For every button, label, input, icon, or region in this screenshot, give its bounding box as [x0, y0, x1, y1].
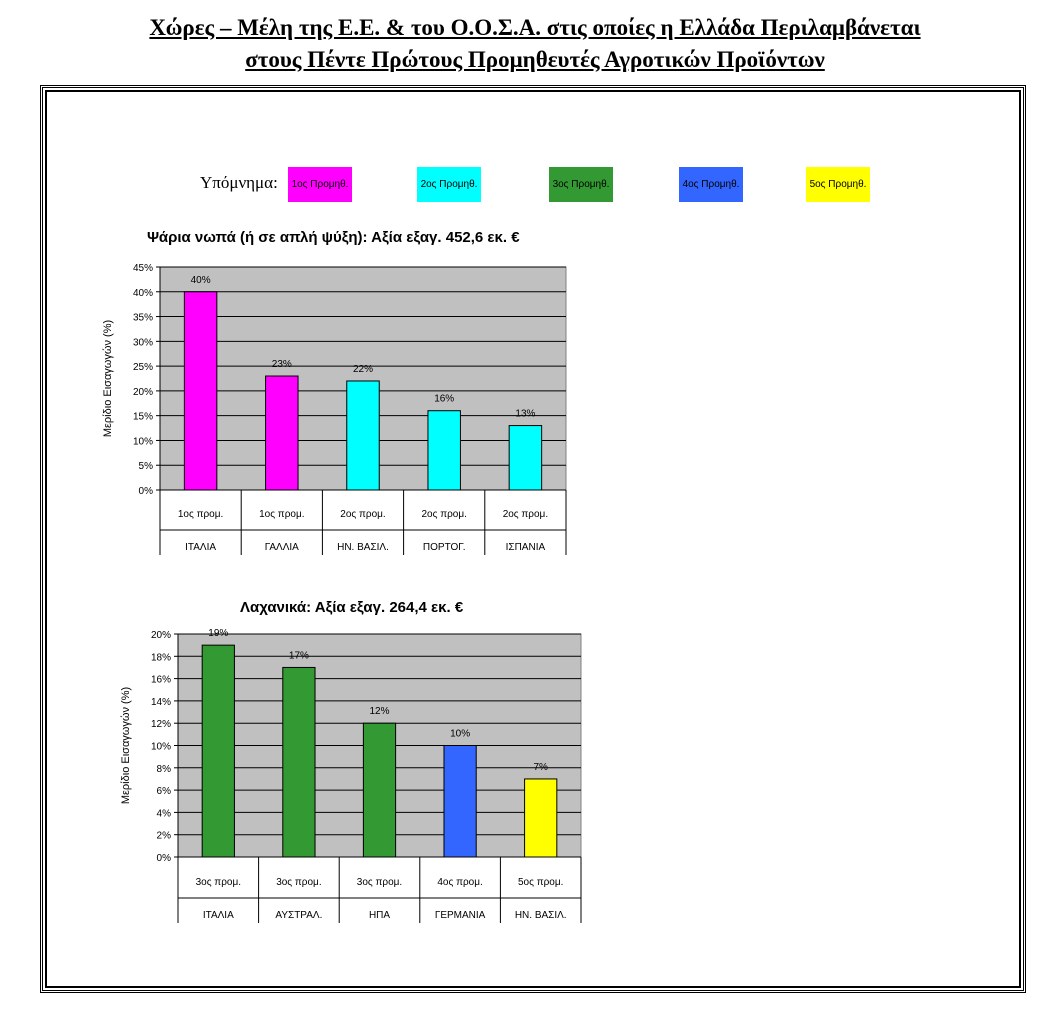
chart-2-bar: [525, 779, 557, 857]
chart-2-y-tick-label: 14%: [150, 696, 171, 708]
chart-2-y-tick-label: 8%: [156, 763, 171, 775]
chart-1-category-label: ΙΣΠΑΝΙΑ: [505, 542, 546, 553]
chart-2-y-tick-label: 18%: [150, 652, 171, 664]
chart-1-y-tick-label: 20%: [132, 386, 153, 398]
chart-2-y-tick-label: 20%: [150, 630, 171, 641]
chart-1-data-label: 13%: [515, 408, 536, 420]
chart-1-data-label: 23%: [271, 359, 292, 371]
chart-1-y-tick-label: 5%: [138, 461, 153, 473]
chart-1-category-label: ΠΟΡΤΟΓ.: [422, 542, 466, 553]
chart-1-y-tick-label: 15%: [132, 411, 153, 423]
legend-item-4: 4ος Προμηθ.: [679, 167, 743, 202]
chart-1-y-tick-label: 40%: [132, 287, 153, 299]
chart-2-bar: [283, 667, 315, 857]
chart-2-category-label: ΗΝ. ΒΑΣΙΛ.: [514, 910, 567, 921]
chart-1-data-label: 22%: [352, 363, 374, 375]
chart-1-category-label: ΗΝ. ΒΑΣΙΛ.: [337, 542, 389, 553]
chart-2-category-label: ΓΕΡΜΑΝΙΑ: [434, 910, 486, 921]
legend-item-2: 2ος Προμηθ.: [417, 167, 481, 202]
legend-item-3: 3ος Προμηθ.: [549, 167, 613, 202]
chart-2-y-tick-label: 12%: [150, 719, 171, 731]
chart-2-bar: [363, 723, 395, 857]
chart-2-data-label: 19%: [208, 628, 229, 640]
chart-2-bar: [444, 746, 476, 858]
chart-2-title: Λαχανικά: Αξία εξαγ. 264,4 εκ. €: [240, 599, 464, 616]
page-title-line-1: Χώρες – Μέλη της Ε.Ε. & του Ο.Ο.Σ.Α. στις οποίες η Ελλάδα Περιλαμβάνεται: [149, 15, 921, 40]
chart-1-category-rank-label: 2ος προμ.: [340, 509, 386, 520]
chart-1-category-rank-label: 1ος προμ.: [259, 509, 305, 520]
chart-1-category-rank-label: 2ος προμ.: [421, 509, 467, 520]
chart-2-y-tick-label: 2%: [156, 830, 171, 842]
chart-2-data-label: 10%: [450, 728, 471, 740]
chart-2-y-tick-label: 0%: [156, 853, 171, 864]
page-title-line-2: στους Πέντε Πρώτους Προμηθευτές Αγροτικών Προϊόντων: [245, 47, 825, 72]
chart-2-category-rank-label: 5ος προμ.: [517, 877, 564, 888]
chart-1-data-label: 40%: [190, 274, 211, 286]
chart-1-title: Ψάρια νωπά (ή σε απλή ψύξη): Αξία εξαγ. 452,6 εκ. €: [147, 229, 520, 246]
chart-1-category-label: ΓΑΛΛΙΑ: [264, 542, 299, 553]
chart-2-bar: [202, 645, 234, 857]
chart-2-y-tick-label: 10%: [150, 741, 171, 753]
chart-1-y-tick-label: 30%: [132, 337, 153, 349]
chart-1-y-tick-label: 35%: [132, 312, 153, 324]
chart-2-category-label: ΗΠΑ: [368, 910, 391, 921]
chart-1-y-axis-label: Μερίδιο Εισαγωγών (%): [102, 319, 114, 438]
chart-1-y-tick-label: 25%: [132, 362, 153, 374]
legend-item-5: 5ος Προμηθ.: [806, 167, 870, 202]
chart-1-y-tick-label: 10%: [132, 436, 153, 448]
chart-1-y-tick-label: 0%: [138, 486, 153, 497]
legend-label: Υπόμνημα:: [200, 173, 278, 192]
chart-2-y-tick-label: 4%: [156, 808, 171, 820]
chart-1-category-rank-label: 2ος προμ.: [502, 509, 549, 520]
chart-2-y-tick-label: 6%: [156, 786, 171, 798]
chart-2-y-tick-label: 16%: [150, 674, 171, 686]
chart-1-category-rank-label: 1ος προμ.: [177, 509, 224, 520]
chart-2-data-label: 17%: [288, 650, 309, 662]
chart-2-y-axis-label: Μερίδιο Εισαγωγών (%): [120, 686, 132, 805]
chart-2-category-label: ΑΥΣΤΡΑΛ.: [275, 910, 323, 921]
chart-2-category-rank-label: 3ος προμ.: [276, 877, 322, 888]
chart-2-category-rank-label: 3ος προμ.: [195, 877, 242, 888]
chart-2-data-label: 12%: [369, 706, 390, 718]
chart-2-category-rank-label: 4ος προμ.: [437, 877, 483, 888]
chart-2-category-label: ΙΤΑΛΙΑ: [202, 910, 234, 921]
legend-item-1: 1ος Προμηθ.: [288, 167, 352, 202]
chart-1-data-label: 16%: [434, 393, 455, 405]
chart-2-category-rank-label: 3ος προμ.: [356, 877, 403, 888]
chart-1-category-label: ΙΤΑΛΙΑ: [185, 542, 217, 553]
chart-2-data-label: 7%: [533, 761, 548, 773]
chart-1-y-tick-label: 45%: [132, 263, 153, 274]
